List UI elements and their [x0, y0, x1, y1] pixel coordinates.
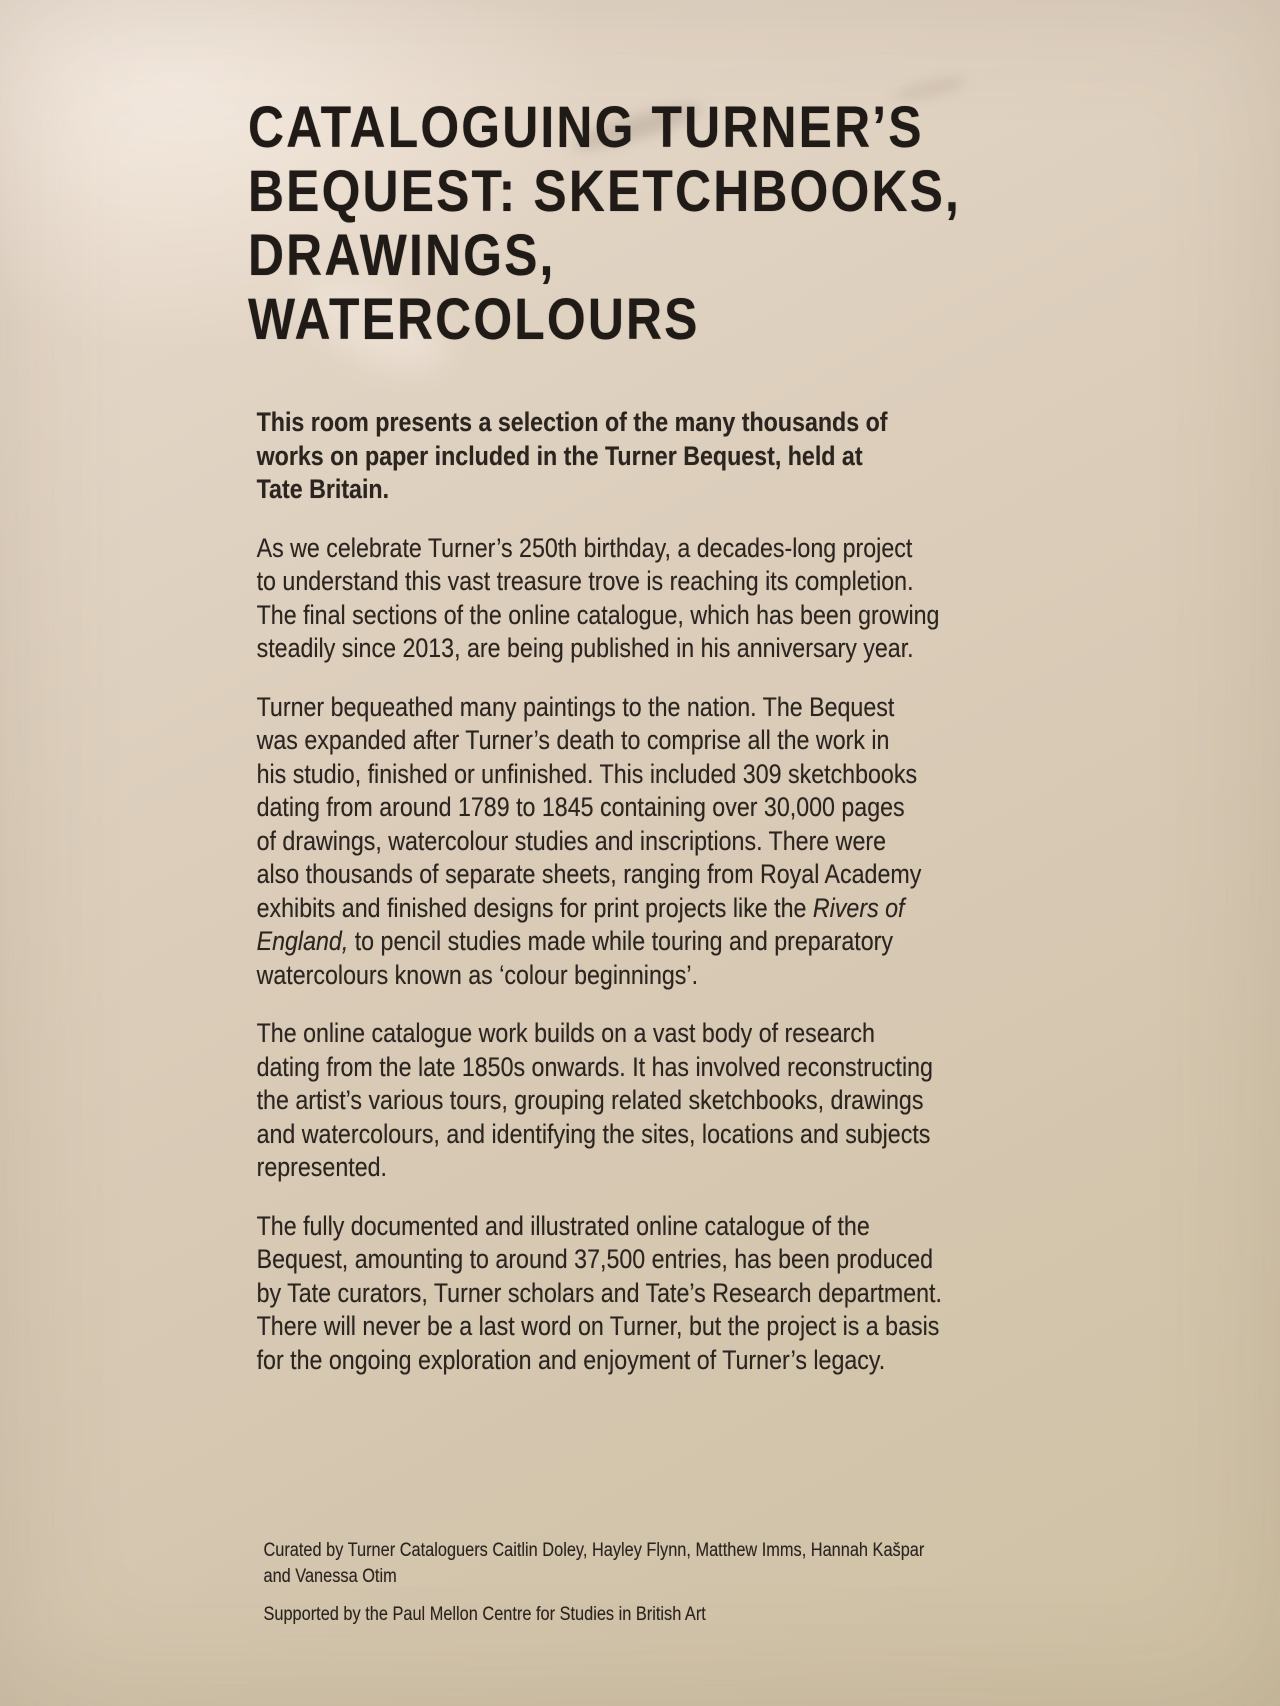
curators-credit: Curated by Turner Cataloguers Caitlin Doley, Hayley Flynn, Matthew Imms, Hannah Kašpar and Vanessa Otim — [263, 1540, 925, 1587]
body-paragraph: As we celebrate Turner’s 250th birthday, a decades-long project to understand this vast treasure trove is reaching its completion. The final sections of the online catalogue, which has been growing steadily since 2013, are being published in his anniversary year. — [256, 532, 940, 663]
credits — [248, 1538, 986, 1640]
intro-paragraph: This room presents a selection of the many thousands of works on paper included in the Turner Bequest, held at Tate Britain. — [256, 407, 888, 504]
body-paragraph: Turner bequeathed many paintings to the nation. The Bequest was expanded after Turner’s death to comprise all the work in his studio, finished or unfinished. This included 309 sketchbooks dating from around 1789 to 1845 containing over 30,000 pages of drawings, watercolour studies and inscriptions. There were also thousands of separate sheets, ranging from Royal Academy exhibits and finished designs for print projects like the Rivers of England, to pencil studies made while touring and preparatory watercolours known as ‘colour beginnings’. — [256, 691, 922, 990]
supporter-credit: Supported by the Paul Mellon Centre for Studies in British Art — [263, 1604, 706, 1625]
body-paragraph: The fully documented and illustrated online catalogue of the Bequest, amounting to around 37,500 entries, has been produced by Tate curators, Turner scholars and Tate’s Research department. There will never be a last word on Turner, but the project is a basis for the ongoing exploration and enjoyment of Turner’s legacy. — [256, 1210, 942, 1375]
page-title: CATALOGUING TURNER’S BEQUEST: SKETCHBOOKS, DRAWINGS, WATERCOLOURS — [248, 95, 962, 352]
text-panel — [248, 96, 1022, 1402]
body-paragraph: The online catalogue work builds on a vast body of research dating from the late 1850s onwards. It has involved reconstructing the artist’s various tours, grouping related sketchbooks, drawings and watercolours, and identifying the sites, locations and subjects represented. — [256, 1018, 933, 1182]
